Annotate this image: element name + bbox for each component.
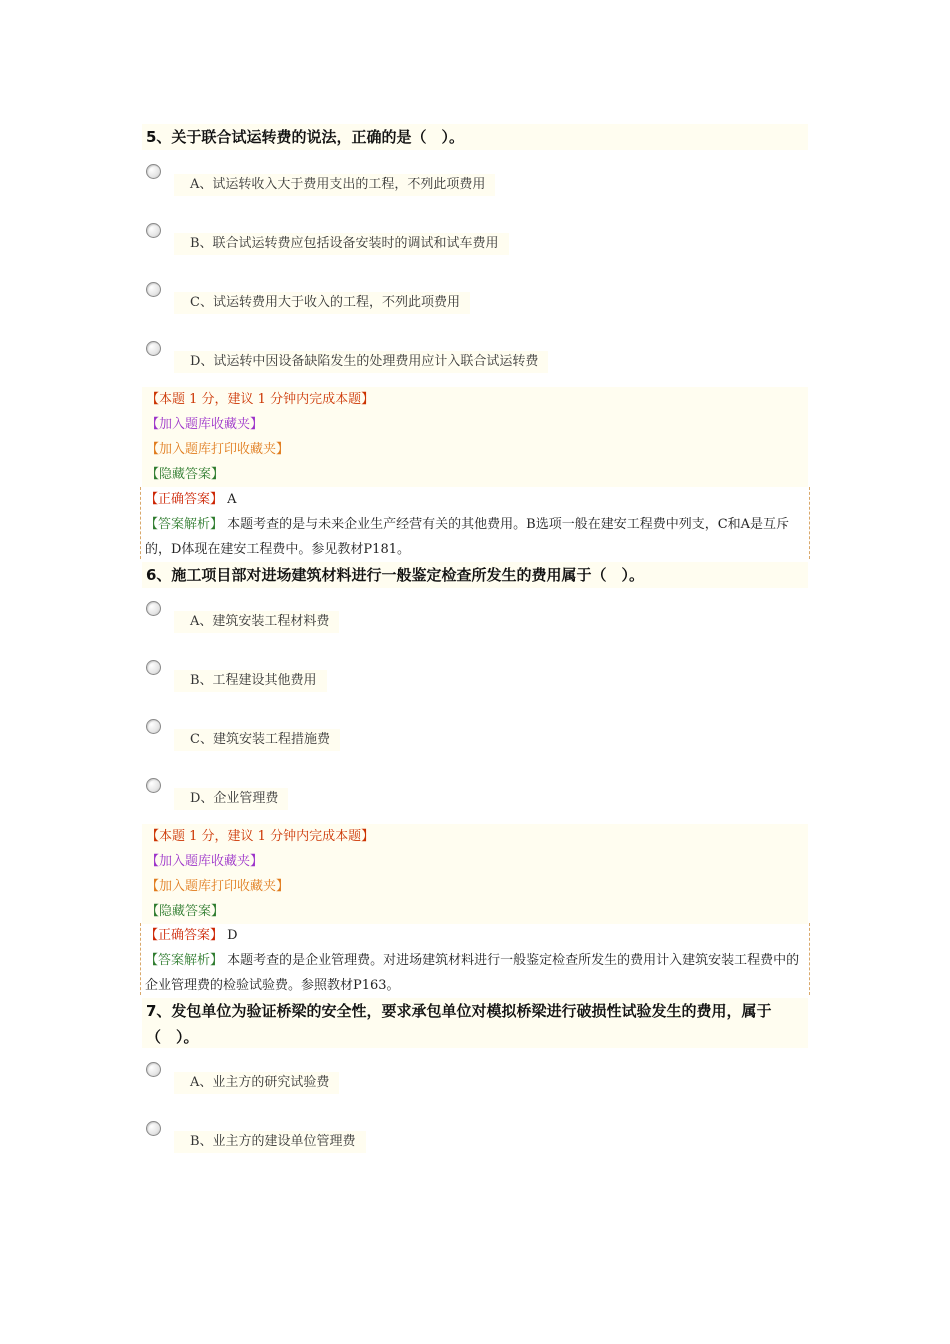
question-6-option-d[interactable] [142, 778, 808, 818]
hide-answer-link[interactable]: 【隐藏答案】 [146, 467, 225, 482]
option-label: B、联合试运转费应包括设备安装时的调试和试车费用 [174, 233, 509, 255]
radio-button-icon[interactable] [146, 164, 161, 179]
question-6-option-b[interactable] [142, 660, 808, 700]
radio-button-icon[interactable] [146, 341, 161, 356]
question-6-meta [142, 824, 808, 924]
add-favorite-link[interactable]: 【加入题库收藏夹】 [146, 854, 264, 869]
question-7-title: 7、发包单位为验证桥梁的安全性，要求承包单位对模拟桥梁进行破损性试验发生的费用，属于（ ）。 [142, 998, 808, 1048]
question-6-option-a[interactable] [142, 601, 808, 641]
question-6-title: 6、施工项目部对进场建筑材料进行一般鉴定检查所发生的费用属于（ ）。 [142, 562, 808, 588]
radio-button-icon[interactable] [146, 1121, 161, 1136]
correct-answer-row [145, 923, 805, 948]
option-label: A、试运转收入大于费用支出的工程，不列此项费用 [174, 174, 495, 196]
correct-answer-label: 【正确答案】 [145, 492, 224, 507]
score-tip: 【本题 1 分，建议 1 分钟内完成本题】 [146, 829, 375, 844]
correct-answer-value: D [227, 928, 238, 943]
question-5-option-b[interactable] [142, 223, 808, 263]
option-label: C、试运转费用大于收入的工程，不列此项费用 [174, 292, 470, 314]
hide-answer-link[interactable]: 【隐藏答案】 [146, 904, 225, 919]
correct-answer-label: 【正确答案】 [145, 928, 224, 943]
radio-button-icon[interactable] [146, 601, 161, 616]
option-label: B、工程建设其他费用 [174, 670, 327, 692]
question-5-option-a[interactable] [142, 164, 808, 204]
radio-button-icon[interactable] [146, 719, 161, 734]
question-5-answer-panel [140, 487, 810, 559]
question-7-option-a[interactable] [142, 1062, 808, 1102]
add-print-favorite-link[interactable]: 【加入题库打印收藏夹】 [146, 442, 290, 457]
analysis-text: 本题考查的是企业管理费。对进场建筑材料进行一般鉴定检查所发生的费用计入建筑安装工程费中的企业管理费的检验试验费。参照教材P163。 [145, 953, 800, 993]
correct-answer-row [145, 487, 805, 512]
radio-button-icon[interactable] [146, 223, 161, 238]
analysis-row [145, 948, 805, 998]
question-5-option-c[interactable] [142, 282, 808, 322]
analysis-text: 本题考查的是与未来企业生产经营有关的其他费用。B选项一般在建安工程费中列支，C和A是互斥的，D体现在建安工程费中。参见教材P181。 [145, 517, 790, 557]
radio-button-icon[interactable] [146, 778, 161, 793]
question-5-title: 5、关于联合试运转费的说法，正确的是（ ）。 [142, 124, 808, 150]
analysis-label: 【答案解析】 [145, 953, 224, 968]
add-print-favorite-link[interactable]: 【加入题库打印收藏夹】 [146, 879, 290, 894]
option-label: D、试运转中因设备缺陷发生的处理费用应计入联合试运转费 [174, 351, 548, 373]
question-5-meta [142, 387, 808, 487]
question-6-option-c[interactable] [142, 719, 808, 759]
question-6-answer-panel [140, 923, 810, 995]
add-favorite-link[interactable]: 【加入题库收藏夹】 [146, 417, 264, 432]
radio-button-icon[interactable] [146, 1062, 161, 1077]
option-label: C、建筑安装工程措施费 [174, 729, 340, 751]
option-label: A、业主方的研究试验费 [174, 1072, 339, 1094]
correct-answer-value: A [227, 492, 237, 507]
score-tip: 【本题 1 分，建议 1 分钟内完成本题】 [146, 392, 375, 407]
analysis-row [145, 512, 805, 562]
analysis-label: 【答案解析】 [145, 517, 224, 532]
radio-button-icon[interactable] [146, 282, 161, 297]
radio-button-icon[interactable] [146, 660, 161, 675]
option-label: A、建筑安装工程材料费 [174, 611, 339, 633]
question-7-option-b[interactable] [142, 1121, 808, 1161]
option-label: D、企业管理费 [174, 788, 288, 810]
question-5-option-d[interactable] [142, 341, 808, 381]
option-label: B、业主方的建设单位管理费 [174, 1131, 366, 1153]
